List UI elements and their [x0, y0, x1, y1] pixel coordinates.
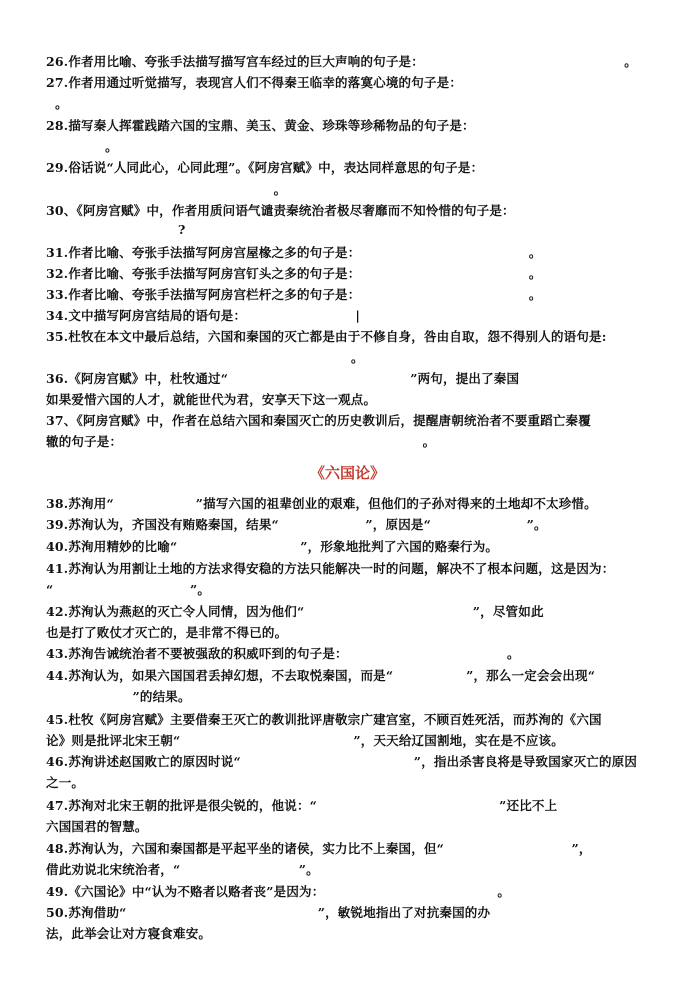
question-30: 30、《阿房宫赋》中，作者用质问语气谴责秦统治者极尽奢靡而不知怜惜的句子是： — [46, 203, 515, 218]
question-35-answer-line: 。 — [46, 350, 364, 365]
question-45-continued: 论》则是批评北宋王朝“ ”，天天给辽国割地，实在是不应该。 — [46, 733, 564, 748]
question-31: 31.作者比喻、夸张手法描写阿房宫屋椽之多的句子是： 。 — [46, 245, 542, 260]
question-36-continued: 如果爱惜六国的人才，就能世代为君，安享天下这一观点。 — [46, 392, 377, 407]
question-39: 39.苏洵认为，齐国没有贿赂秦国，结果“ ”，原因是“ ”。 — [46, 517, 547, 532]
question-47-continued: 六国国君的智慧。 — [46, 819, 148, 834]
question-49: 49.《六国论》中“认为不赂者以赂者丧”是因为： 。 — [46, 884, 511, 899]
question-42: 42.苏洵认为燕赵的灭亡令人同情，因为他们“ ”，尽管如此 — [46, 604, 544, 619]
question-38: 38.苏洵用“ ”描写六国的祖辈创业的艰难，但他们的子孙对得来的土地却不太珍惜。 — [46, 496, 597, 511]
question-34: 34.文中描写阿房宫结局的语句是： | — [46, 308, 361, 323]
question-44-continued: ”的结果。 — [46, 689, 191, 704]
question-37-continued: 辙的句子是： 。 — [46, 434, 436, 449]
question-43: 43.苏洵告诫统治者不要被强敌的积威吓到的句子是： 。 — [46, 646, 520, 661]
question-27-answer-line: 。 — [46, 96, 68, 111]
question-26: 26.作者用比喻、夸张手法描写描写宫车经过的巨大声响的句子是： 。 — [46, 54, 637, 69]
question-50: 50.苏洵借助“ ”，敏锐地指出了对抗秦国的办 — [46, 905, 491, 920]
question-41-answer-line: “ ”。 — [46, 582, 211, 597]
question-46: 46.苏洵讲述赵国败亡的原因时说“ ”，指出杀害良将是导致国家灭亡的原因 — [46, 754, 638, 769]
question-44: 44.苏洵认为，如果六国国君丢掉幻想，不去取悦秦国，而是“ ”，那么一定会会出现“ — [46, 668, 596, 683]
question-27: 27.作者用通过听觉描写，表现宫人们不得秦王临幸的落寞心境的句子是： — [46, 75, 463, 90]
question-41: 41.苏洵认为用割让土地的方法求得安稳的方法只能解决一时的问题，解决不了根本问题，这是因为： — [46, 561, 615, 576]
question-36: 36.《阿房宫赋》中，杜牧通过“ ”两句，提出了秦国 — [46, 371, 520, 386]
question-48: 48.苏洵认为，六国和秦国都是平起平坐的诸侯，实力比不上秦国，但“ ”， — [46, 841, 592, 856]
question-30-answer-line: ? — [46, 222, 186, 237]
question-29: 29.俗话说“人同此心，心同此理”。《阿房宫赋》中，表达同样意思的句子是： — [46, 160, 484, 175]
question-32: 32.作者比喻、夸张手法描写阿房宫钉头之多的句子是： 。 — [46, 266, 542, 281]
question-45: 45.杜牧《阿房宫赋》主要借秦王灭亡的教训批评唐敬宗广建宫室，不顾百姓死活，而苏洵的《六国 — [46, 712, 602, 727]
question-33: 33.作者比喻、夸张手法描写阿房宫栏杆之多的句子是： 。 — [46, 287, 542, 302]
question-35: 35.杜牧在本文中最后总结，六国和秦国的灭亡都是由于不修自身，咎由自取，怨不得别人的语句是: — [46, 329, 607, 344]
question-42-continued: 也是打了败仗才灭亡的，是非常不得已的。 — [46, 625, 288, 640]
question-29-answer-line: 。 — [46, 182, 287, 197]
question-47: 47.苏洵对北宋王朝的批评是很尖锐的，他说：“ ”还比不上 — [46, 798, 558, 813]
question-28-answer-line: 。 — [46, 139, 118, 154]
question-37: 37、《阿房宫赋》中，作者在总结六国和秦国灭亡的历史教训后，提醒唐朝统治者不要重蹈亡秦覆 — [46, 413, 591, 428]
question-48-continued: 借此劝说北宋统治者，“ ”。 — [46, 862, 319, 877]
section-heading: 《六国论》 — [309, 464, 385, 482]
question-28: 28.描写秦人挥霍践踏六国的宝鼎、美玉、黄金、珍珠等珍稀物品的句子是： — [46, 118, 475, 133]
question-50-continued: 法，此举会让对方寝食难安。 — [46, 926, 212, 941]
question-40: 40.苏洵用精妙的比喻“ ”，形象地批判了六国的赂秦行为。 — [46, 539, 499, 554]
question-46-continued: 之一。 — [46, 775, 85, 790]
